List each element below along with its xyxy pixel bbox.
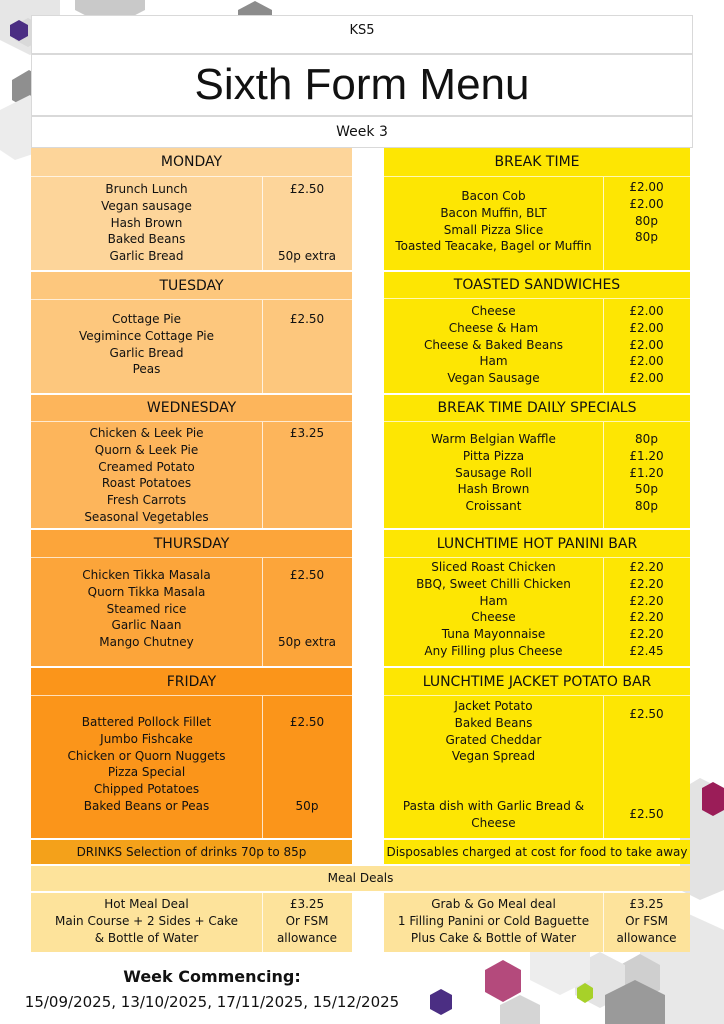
- menu-item: Brunch Lunch: [105, 182, 188, 196]
- menu-item: Jumbo Fishcake: [100, 731, 193, 746]
- menu-item: Ham: [479, 354, 508, 369]
- menu-item: Small Pizza Slice: [443, 222, 544, 237]
- deal-line: Hot Meal Deal: [104, 897, 189, 911]
- day-title: FRIDAY: [31, 668, 352, 696]
- section-title: LUNCHTIME HOT PANINI BAR: [384, 530, 690, 558]
- drinks-bar: [31, 840, 352, 864]
- menu-item: Creamed Potato: [98, 459, 195, 474]
- deal-price-line: Or FSM: [625, 913, 668, 928]
- meal-deal-price: [262, 896, 352, 946]
- price: £2.20: [629, 593, 664, 608]
- meal-deals-title-bar: [31, 866, 690, 891]
- section-prices: [603, 431, 690, 515]
- day-extra: 50p extra: [278, 635, 336, 649]
- day-items: [31, 714, 262, 815]
- menu-item: Quorn & Leek Pie: [94, 442, 199, 457]
- menu-item: Vegan Spread: [451, 749, 536, 764]
- day-items: [31, 425, 262, 526]
- menu-item: Garlic Naan: [111, 618, 182, 633]
- deal-line: Grab & Go Meal deal: [431, 897, 556, 911]
- week-commencing-label: Week Commencing:: [123, 967, 301, 986]
- price: £1.20: [629, 465, 664, 480]
- menu-item: Toasted Teacake, Bagel or Muffin: [395, 239, 592, 254]
- menu-item: Cottage Pie: [112, 312, 181, 326]
- price: £2.20: [629, 576, 664, 591]
- menu-item: Baked Beans: [454, 715, 533, 730]
- meal-deal-right: [384, 893, 690, 952]
- menu-item: Pasta dish with Garlic Bread &: [402, 799, 585, 813]
- title-row: [31, 54, 693, 116]
- deal-line: 1 Filling Panini or Cold Baguette: [397, 913, 590, 928]
- thursday-block: [31, 530, 352, 666]
- price: £2.00: [629, 196, 664, 211]
- menu-item: Baked Beans: [107, 232, 186, 247]
- menu-item: Cheese & Baked Beans: [423, 337, 564, 352]
- menu-item: Hash Brown: [110, 215, 183, 230]
- ks-row: [31, 15, 693, 54]
- section-items: [384, 303, 603, 387]
- price: 80p: [635, 432, 658, 446]
- week-commencing-dates: 15/09/2025, 13/10/2025, 17/11/2025, 15/12/2025: [24, 993, 400, 1011]
- day-price: £2.50: [289, 715, 325, 729]
- menu-item: Sausage Roll: [455, 465, 532, 480]
- menu-item: Any Filling plus Cheese: [424, 643, 563, 658]
- menu-item: Sliced Roast Chicken: [431, 560, 556, 574]
- menu-item: Garlic Bread: [109, 249, 184, 264]
- menu-item: Mango Chutney: [99, 635, 194, 650]
- price: £2.45: [629, 643, 664, 658]
- tuesday-block: [31, 272, 352, 393]
- menu-item: Bacon Cob: [461, 189, 526, 203]
- pasta-price: £2.50: [629, 807, 664, 821]
- section-items: [384, 431, 603, 515]
- menu-item: Warm Belgian Waffle: [431, 432, 556, 446]
- menu-item: Chicken & Leek Pie: [89, 426, 204, 440]
- section-items: [384, 559, 603, 660]
- deal-price-line: allowance: [276, 930, 338, 945]
- menu-item: Garlic Bread: [109, 345, 184, 360]
- menu-item: Cheese: [471, 815, 516, 830]
- menu-item: Cheese: [471, 304, 516, 318]
- day-title: TUESDAY: [31, 272, 352, 300]
- menu-item: Croissant: [465, 499, 522, 514]
- price: £2.00: [629, 320, 664, 335]
- menu-item: Chicken or Quorn Nuggets: [67, 748, 226, 763]
- day-price: £2.50: [289, 568, 325, 582]
- day-extra: 50p extra: [278, 249, 336, 263]
- menu-item: Pizza Special: [107, 765, 186, 780]
- deal-price-line: allowance: [616, 930, 677, 945]
- price: £2.20: [629, 627, 664, 642]
- day-price: £3.25: [289, 426, 325, 440]
- day-extra: 50p: [295, 799, 319, 813]
- disposables-bar: [384, 840, 690, 864]
- day-price: £2.50: [289, 312, 325, 326]
- monday-block: [31, 148, 352, 270]
- deal-price-line: Or FSM: [285, 913, 329, 928]
- price: £2.00: [629, 354, 664, 369]
- right-column: [384, 148, 690, 838]
- section-title: TOASTED SANDWICHES: [384, 272, 690, 299]
- menu-item: Chicken Tikka Masala: [82, 568, 211, 582]
- deal-line: & Bottle of Water: [94, 930, 199, 945]
- menu-item: Chipped Potatoes: [93, 782, 200, 797]
- meal-deal-lines: [31, 896, 262, 946]
- menu-item: Quorn Tikka Masala: [87, 584, 206, 599]
- menu-item: Jacket Potato: [454, 699, 533, 713]
- day-title: THURSDAY: [31, 530, 352, 558]
- menu-item: Vegimince Cottage Pie: [78, 328, 215, 343]
- meal-deal-lines: [384, 896, 603, 946]
- menu-item: Ham: [479, 593, 508, 608]
- drinks-text: DRINKS Selection of drinks 70p to 85p: [76, 845, 307, 859]
- price: £2.00: [629, 337, 664, 352]
- day-items: [31, 311, 262, 378]
- menu-item: Steamed rice: [106, 601, 187, 616]
- menu-item: Bacon Muffin, BLT: [440, 205, 547, 220]
- meal-deal-left: [31, 893, 352, 952]
- price: £2.00: [629, 304, 664, 318]
- menu-item: BBQ, Sweet Chilli Chicken: [416, 576, 571, 591]
- menu-item: Vegan sausage: [101, 198, 192, 213]
- day-items: [31, 567, 262, 651]
- menu-item: Baked Beans or Peas: [83, 798, 210, 813]
- page-title: Sixth Form Menu: [194, 60, 530, 109]
- deal-line: Main Course + 2 Sides + Cake: [54, 913, 238, 928]
- deal-line: Plus Cake & Bottle of Water: [410, 930, 577, 945]
- day-items: [31, 181, 262, 265]
- meal-deal-price: [603, 896, 690, 946]
- menu-item: Peas: [132, 362, 161, 377]
- price: 80p: [635, 213, 658, 228]
- menu-item: Fresh Carrots: [106, 493, 187, 508]
- menu-item: Cheese & Ham: [448, 320, 539, 335]
- meal-deals-title: Meal Deals: [327, 871, 394, 885]
- price: £2.00: [629, 371, 664, 386]
- disposables-text: Disposables charged at cost for food to take away: [386, 845, 688, 859]
- menu-item: Battered Pollock Fillet: [81, 715, 212, 729]
- menu-item: Hash Brown: [457, 482, 530, 497]
- menu-item: Vegan Sausage: [447, 371, 540, 386]
- section-items: [384, 188, 603, 255]
- price: 80p: [635, 230, 658, 245]
- section-title: LUNCHTIME JACKET POTATO BAR: [384, 668, 690, 696]
- price: £2.00: [629, 180, 664, 194]
- section-title: BREAK TIME DAILY SPECIALS: [384, 395, 690, 422]
- price: £1.20: [629, 448, 664, 463]
- day-title: MONDAY: [31, 148, 352, 177]
- deal-price-line: £3.25: [289, 897, 325, 911]
- menu-item: Seasonal Vegetables: [84, 509, 209, 524]
- section-prices: [603, 179, 690, 246]
- menu-item: Tuna Mayonnaise: [441, 627, 546, 642]
- day-price: £2.50: [289, 182, 325, 196]
- section-title: BREAK TIME: [384, 148, 690, 177]
- pasta-item: [384, 798, 603, 832]
- week-label: Week 3: [336, 124, 388, 140]
- menu-item: Cheese: [471, 610, 516, 625]
- day-title: WEDNESDAY: [31, 395, 352, 422]
- menu-item: Grated Cheddar: [445, 732, 542, 747]
- week-row: [31, 116, 693, 148]
- ks-label: KS5: [349, 23, 375, 38]
- menu-item: Pitta Pizza: [462, 448, 525, 463]
- section-price: £2.50: [629, 707, 664, 721]
- price: £2.20: [629, 560, 664, 574]
- wednesday-block: [31, 395, 352, 528]
- menu-item: Roast Potatoes: [101, 476, 192, 491]
- price: 80p: [635, 499, 658, 514]
- price: 50p: [635, 482, 658, 497]
- section-prices: [603, 303, 690, 387]
- section-items: [384, 698, 603, 765]
- price: £2.20: [629, 610, 664, 625]
- friday-block: [31, 668, 352, 838]
- deal-price-line: £3.25: [629, 897, 664, 911]
- section-prices: [603, 559, 690, 660]
